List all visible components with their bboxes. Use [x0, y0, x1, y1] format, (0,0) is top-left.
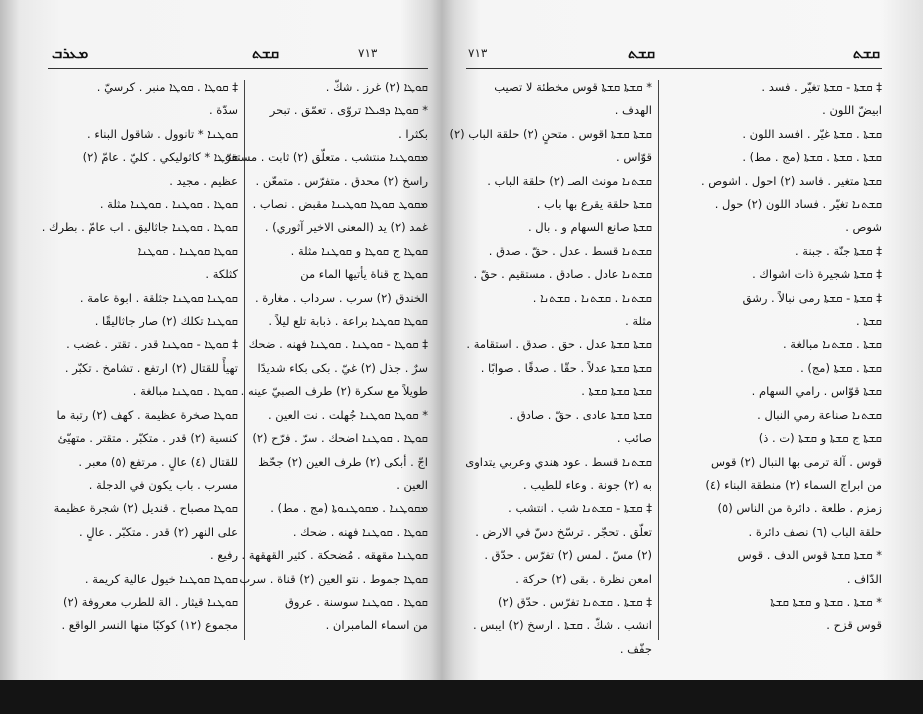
dictionary-line: ܩܘܛܐ . ܩܘܛܢܐ . ܩܘܛܢܐ مثلة . [99, 197, 238, 212]
dictionary-line: ܩܫܬܐ . ܩܫܬܐ (مج) . [800, 360, 882, 375]
dictionary-line: كنسية (٢) قدر . متكبّر . متقتر . متهيّئ [57, 431, 238, 446]
dictionary-line: على النهر (٢) قدر . متكبّر . عالٍ . [78, 524, 238, 539]
dictionary-line: الدّاف . [846, 571, 882, 586]
dictionary-line: انشب . شكّ . ܩܫܬܐ . ارسخ (٢) ايبس . [472, 618, 652, 633]
dictionary-line: ܩܘܛܐ ܩܘܛܢܐ . ܩܘܛܢܐ [137, 243, 238, 258]
dictionary-line: ܩܫܬܐ . ܩܫܬܐ . ܩܫܬܐ (مج . مط) . [742, 150, 882, 165]
dictionary-line: ܩܘܛܢܐ قيثار . الة للطرب معروفة (٢) [62, 594, 238, 609]
dictionary-line: به (٢) جونة . وعاء للطيب . [522, 477, 652, 492]
dictionary-line: بكثرا . [398, 126, 428, 141]
dictionary-line: تهيأً للقتال (٢) ارتفع . تشامخ . تكبّر . [64, 360, 238, 375]
dictionary-line: ܩܫܬܢܐ مونث الصـ (٢) حلقة الباب . [487, 173, 652, 188]
dictionary-line: سرٌ . جذل (٢) غيّ . بكى بكاء شديدًا [257, 360, 428, 375]
left-running-head-center: ܩܫܬ [252, 44, 280, 62]
dictionary-line: ܩܘܛܐ (٢) غرز . شكّ . [325, 80, 428, 94]
dictionary-line: للقتال (٤) عالٍ . مرتفع (٥) معبر . [78, 454, 238, 469]
dictionary-line: قوس قزح . [826, 618, 882, 633]
dictionary-line: ܩܫܬܐ ܩܫܬܐ عدل . حق . صدق . استقامة . [466, 337, 652, 352]
dictionary-line: ܩܘܛܐ صخرة عظيمة . كهف (٢) رتبة ما [56, 407, 238, 422]
dictionary-line: ܩܫܬܐ ܩܫܬܐ اقوس . متحنٍ (٢) حلقة الباب (٢) [449, 126, 652, 141]
dictionary-line: ܩܘܛܢܐ مقهقه . مُضحكة . كثير القهقهة . [241, 548, 428, 563]
dictionary-line: ܩܘܛܐ ج ܩܘܛܐ و ܩܘܛܢܐ مثلة . [290, 243, 428, 258]
dictionary-line: طويلاً مع سكرة (٢) طرف الصبيّ عينه . [240, 384, 428, 399]
dictionary-line: ܩܫܬܢܐ . ܩܫܬܢܐ . ܩܫܬܢܐ . [532, 290, 652, 305]
dictionary-line: ܩܫܬܐ قوّاس . رامي السهام . [751, 384, 882, 399]
dictionary-line: ܩܫܬܢܐ صناعة رمي النبال . [757, 407, 882, 422]
dictionary-line: الهدف . [614, 103, 652, 118]
dictionary-line: تعلّق . تحجّر . ترسّخ دسّ في الارض . [475, 524, 652, 539]
dictionary-line: ܩܘܛܐ . ܩܘܛܢܐ اضحك . سرّ . فرّح (٢) [252, 431, 428, 446]
left-page-number: ٧١٣ [358, 46, 378, 60]
dictionary-line: * ܩܫܬܐ . ܩܫܬܐ و ܩܫܬܐ ܩܫܬܐ [770, 594, 882, 609]
dictionary-line: ‡ ܩܫܬܐ - ܩܫܬܢܐ شب . انتشب . [508, 501, 652, 516]
dictionary-line: غمد (٢) يد (المعنى الاخير آثوري) . [264, 220, 428, 235]
right-running-head: ܩܫܬ [852, 44, 880, 62]
dictionary-line: ابيضّ اللون . [822, 103, 882, 118]
dictionary-line: ܩܫܬܐ ج ܩܫܬܐ و ܩܫܬܐ (ت . ذ) [758, 431, 882, 446]
right-running-head-center: ܩܫܬ [628, 44, 656, 62]
dictionary-line: ܡܩܘܛܢܐ . ܡܩܘܛܢܘܬܐ (مج . مط) . [270, 501, 428, 516]
left-running-head: ܡܥܪܒ [52, 44, 89, 62]
right-header-rule [466, 68, 882, 69]
dictionary-line: من ابراج السماء (٢) منطقة البناء (٤) [705, 477, 882, 492]
dictionary-line: مجموع (١٢) كوكبًا منها النسر الواقع . [61, 618, 238, 633]
dictionary-line: راسخ (٢) محدق . متفرّس . متمعّن . [255, 173, 428, 188]
right-page [449, 0, 902, 680]
dictionary-line: مسرب . باب يكون في الدجلة . [88, 477, 238, 492]
dictionary-line: ‡ ܩܫܬܐ - ܩܫܬܐ رمى نبالاً . رشق [742, 290, 882, 305]
dictionary-line: ܩܫܬܐ متغير . فاسد (٢) احول . اشوص . [700, 173, 882, 188]
dictionary-line: * ܩܘܛܐ ܕܦܝܠܐ تروّى . تعمّق . تبحر [269, 103, 428, 118]
dictionary-line: * ܩܫܬܐ ܩܫܬܐ قوس مخطئة لا تصيب [494, 80, 652, 94]
dictionary-line: ܡܩܘܛܢܐ منتشب . متعلّق (٢) ثابت . مستقرّ . [217, 150, 428, 165]
scan-bottom-edge [0, 680, 923, 714]
dictionary-line: ܩܘܛܐ . ܩܘܛܢܐ جاثاليق . اب عامّ . بطرك . [41, 220, 238, 235]
dictionary-line: قوس . آلة ترمى بها النبال (٢) قوس [710, 454, 882, 469]
dictionary-line: ܩܘܛܐ مصباح . قنديل (٢) شجرة عظيمة [53, 501, 238, 516]
dictionary-line: ܩܫܬܐ . ܩܫܬܐ غيّر . افسد اللون . [742, 126, 882, 141]
dictionary-line: مثلة . [625, 314, 652, 329]
dictionary-line: ܩܘܛܐ جموط . نتو العين (٢) قناة . سرب . [232, 571, 428, 586]
dictionary-line: ܩܫܬܐ صانع السهام و . بال . [527, 220, 652, 235]
dictionary-line: ܩܫܬܐ ܩܫܬܐ عادى . حقّ . صادق . [509, 407, 652, 422]
dictionary-line: ܩܫܬܢܐ قسط . عدل . حقّ . صدق . [488, 243, 652, 258]
dictionary-line: سدّة . [208, 103, 238, 118]
dictionary-line: ܩܘܛܐ ܩܘܛܢܐ خيول عالية كريمة . [84, 571, 238, 586]
dictionary-line: ܩܘܛܢܐ * تانوول . شاقول البناء . [87, 126, 238, 141]
dictionary-line: ܩܫܬܐ ܩܫܬܐ ܩܫܬܐ . [581, 384, 652, 399]
dictionary-line: ܡܩܘܛ ܩܘܛܐ ܩܘܛܝܢܐ مقبض . نصاب . [252, 197, 428, 212]
dictionary-line: اجّ . أبكى (٢) طرف العين (٢) جحّظ [258, 454, 428, 469]
dictionary-line: * ܩܘܛܐ ܩܘܛܢܐ جُهلت . نت العين . [267, 407, 428, 422]
dictionary-line: ܩܘܛܐ . ܩܘܛܢܐ سوسنة . عروق [284, 594, 428, 609]
dictionary-line: ܩܘܛܢܐ ܩܘܛܢܐ جثلقة . ابوة عامة . [79, 290, 238, 305]
dictionary-line: ܩܫܬܐ . ܩܫܬܢܐ مبالغة . [783, 337, 882, 352]
dictionary-line: عظيم . مجيد . [169, 173, 238, 188]
dictionary-line: ‡ ܩܘܛܐ . ܩܘܛܐ منبر . كرسيّ . [96, 80, 238, 94]
dictionary-line: ܩܘܛܢܐ تكلك (٢) صار جاثاليقًا . [94, 314, 238, 329]
right-page-column-b [449, 76, 652, 661]
dictionary-line: ܩܘܛܐ ج قناة يأتيها الماء من [300, 267, 428, 282]
dictionary-line: امعن نظرة . بقى (٢) حركة . [515, 571, 652, 586]
dictionary-line: ܩܫܬܢܐ قسط . عود هندي وعربي يتداوى [465, 454, 652, 469]
dictionary-line: ܩܘܛܐ . ܩܘܛܢܐ مبالغة . [132, 384, 238, 399]
dictionary-line: ܩܘܛܐ * كاثوليكي . كليّ . عامّ (٢) [82, 150, 238, 165]
dictionary-line: زمزم . طلعة . دائرة من الناس (٥) [717, 501, 882, 516]
dictionary-line: رفيع . [210, 548, 238, 563]
dictionary-line: ‡ ܩܫܬܐ - ܩܫܬܐ تغيّر . فسد . [761, 80, 882, 94]
dictionary-line: ܩܫܬܐ حلقة يقرع بها باب . [536, 197, 652, 212]
right-page-number: ٧١٣ [468, 46, 488, 60]
dictionary-line: قوّاس . [616, 150, 652, 165]
dictionary-line: كثلكة . [205, 267, 238, 282]
dictionary-line: صائب . [616, 431, 652, 446]
dictionary-line: من اسماء المامبران . [325, 618, 428, 633]
dictionary-line: حلقة الباب (٦) نصف دائرة . [748, 524, 882, 539]
right-column-divider [658, 80, 659, 640]
dictionary-line: ‡ ܩܘܛܐ - ܩܘܛܢܐ قدر . تقتر . غضب . [66, 337, 238, 352]
dictionary-line: ‡ ܩܫܬܐ . ܩܫܬܢܐ تفرّس . حدّق (٢) [498, 594, 652, 609]
dictionary-line: (٢) مسّ . لمس (٢) تفرّس . حدّق . [484, 548, 652, 563]
dictionary-line: * ܩܫܬܐ ܩܫܬܐ قوس الدف . قوس [737, 548, 882, 563]
left-page-column-a [41, 76, 238, 638]
dictionary-line: جفّف . [619, 641, 652, 656]
dictionary-line: ܩܫܬܢܐ تغيّر . فساد اللون (٢) حول . [714, 197, 882, 212]
dictionary-line: الخندق (٢) سرب . سرداب . مغارة . [255, 290, 428, 305]
dictionary-line: ܩܫܬܢܐ عادل . صادق . مستقيم . حقّ . [473, 267, 652, 282]
dictionary-line: ‡ ܩܫܬܐ شجيرة ذات اشواك . [752, 267, 882, 282]
dictionary-line: شوص . [845, 220, 882, 235]
right-page-column-a [666, 76, 882, 638]
dictionary-line: ‡ ܩܘܛܐ - ܩܘܛܢܐ . ܩܘܛܢܐ فهنه . ضحك [248, 337, 428, 352]
left-page [30, 0, 432, 680]
dictionary-line: ‡ ܩܫܬܐ جنّة . جبنة . [794, 243, 882, 258]
dictionary-line: ܩܫܬܐ . [855, 314, 882, 329]
dictionary-line: العين . [396, 477, 428, 492]
dictionary-line: ܩܘܛܐ ܩܘܛܝܐ براعة . ذبابة تلع ليلاً . [268, 314, 428, 329]
dictionary-line: ܩܘܛܐ . ܩܘܛܢܐ فهنه . ضحك . [292, 524, 428, 539]
dictionary-line: ܩܫܬܐ ܩܫܬܐ عدلاً . حقّا . صدقًا . صوابًا . [480, 360, 652, 375]
left-header-rule [48, 68, 428, 69]
